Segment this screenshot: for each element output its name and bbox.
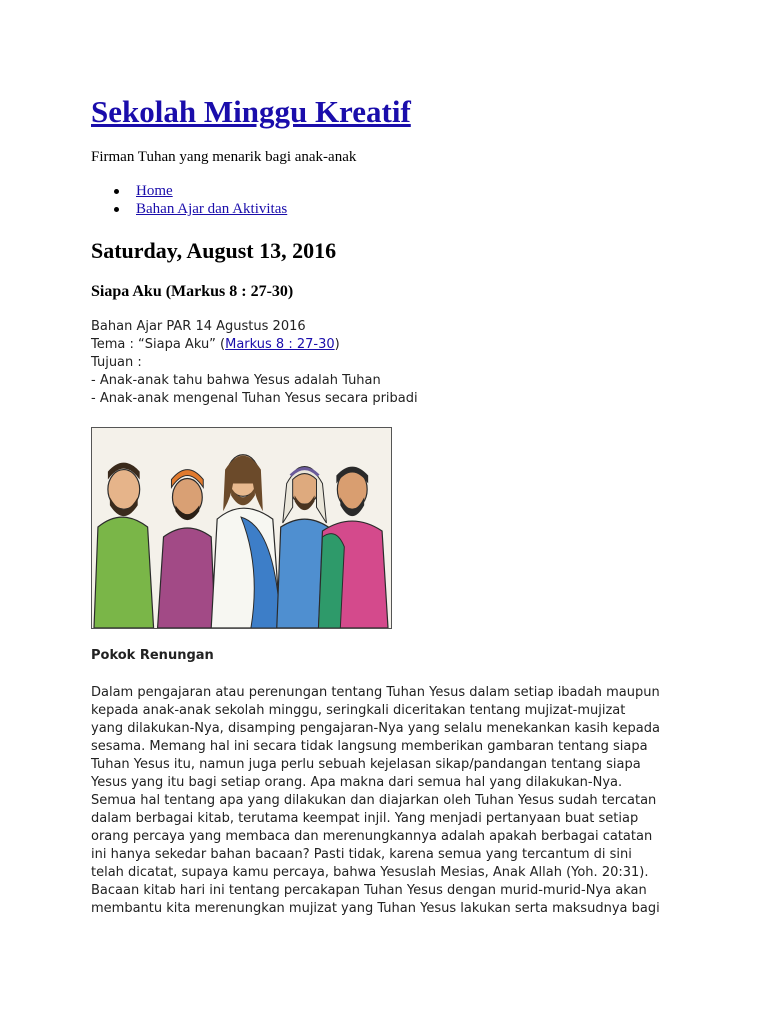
nav-link-bahan-ajar[interactable]: Bahan Ajar dan Aktivitas: [136, 201, 288, 217]
body-line: Semua hal tentang apa yang dilakukan dan diajarkan oleh Tuhan Yesus sudah tercatan: [91, 793, 657, 808]
post-date: Saturday, August 13, 2016: [91, 238, 337, 263]
intro-goal-2: - Anak-anak mengenal Tuhan Yesus secara pribadi: [91, 391, 418, 406]
post-body: [91, 684, 691, 918]
nav-item-home: [91, 182, 287, 200]
body-line: Tuhan Yesus itu, namun juga perlu sebuah kejelasan sikap/pandangan tentang siapa: [91, 757, 641, 772]
body-line: dalam berbagai kitab, terutama keempat injil. Yang menjadi pertanyaan buat setiap: [91, 811, 639, 826]
theme-prefix: Tema : “Siapa Aku” (: [91, 337, 226, 352]
main-nav: [91, 182, 287, 218]
body-line: telah dicatat, supaya kamu percaya, bahwa Yesuslah Mesias, Anak Allah (Yoh. 20:31).: [91, 865, 649, 880]
section-heading-pokok-renungan: Pokok Renungan: [91, 648, 214, 663]
post-title: Siapa Aku (Markus 8 : 27-30): [91, 283, 294, 300]
body-line: orang percaya yang membaca dan merenungkannya adalah apakah berbagai catatan: [91, 829, 653, 844]
nav-link-home[interactable]: Home: [136, 183, 173, 199]
illustration-image: [92, 428, 391, 628]
body-line: Yesus yang itu bagi setiap orang. Apa makna dari semua hal yang dilakukan-Nya.: [91, 775, 623, 790]
intro-line-theme: [91, 336, 418, 354]
intro-goal-label: Tujuan :: [91, 355, 142, 370]
body-line: yang dilakukan-Nya, disamping pengajaran-Nya yang selalu menekankan kasih kepada: [91, 721, 660, 736]
site-title-link[interactable]: Sekolah Minggu Kreatif: [91, 94, 411, 129]
body-line: sesama. Memang hal ini secara tidak langsung memberikan gambaran tentang siapa: [91, 739, 648, 754]
theme-suffix: ): [334, 337, 340, 352]
body-line: membantu kita merenungkan mujizat yang Tuhan Yesus lakukan serta maksudnya bagi: [91, 901, 660, 916]
nav-item-bahan-ajar: [91, 200, 287, 218]
body-line: Dalam pengajaran atau perenungan tentang Tuhan Yesus dalam setiap ibadah maupun: [91, 685, 660, 700]
site-tagline: Firman Tuhan yang menarik bagi anak-anak: [91, 149, 357, 165]
scripture-link[interactable]: Markus 8 : 27-30: [225, 337, 335, 352]
post-intro: [91, 318, 418, 408]
intro-line-bahan-ajar: Bahan Ajar PAR 14 Agustus 2016: [91, 319, 306, 334]
jesus-disciples-illustration: [91, 427, 392, 629]
intro-goal-1: - Anak-anak tahu bahwa Yesus adalah Tuhan: [91, 373, 381, 388]
body-line: kepada anak-anak sekolah minggu, seringkali diceritakan tentang mujizat-mujizat: [91, 703, 626, 718]
body-line: Bacaan kitab hari ini tentang percakapan Tuhan Yesus dengan murid-murid-Nya akan: [91, 883, 647, 898]
body-line: ini hanya sekedar bahan bacaan? Pasti tidak, karena semua yang tercantum di sini: [91, 847, 632, 862]
site-title: [91, 92, 411, 132]
